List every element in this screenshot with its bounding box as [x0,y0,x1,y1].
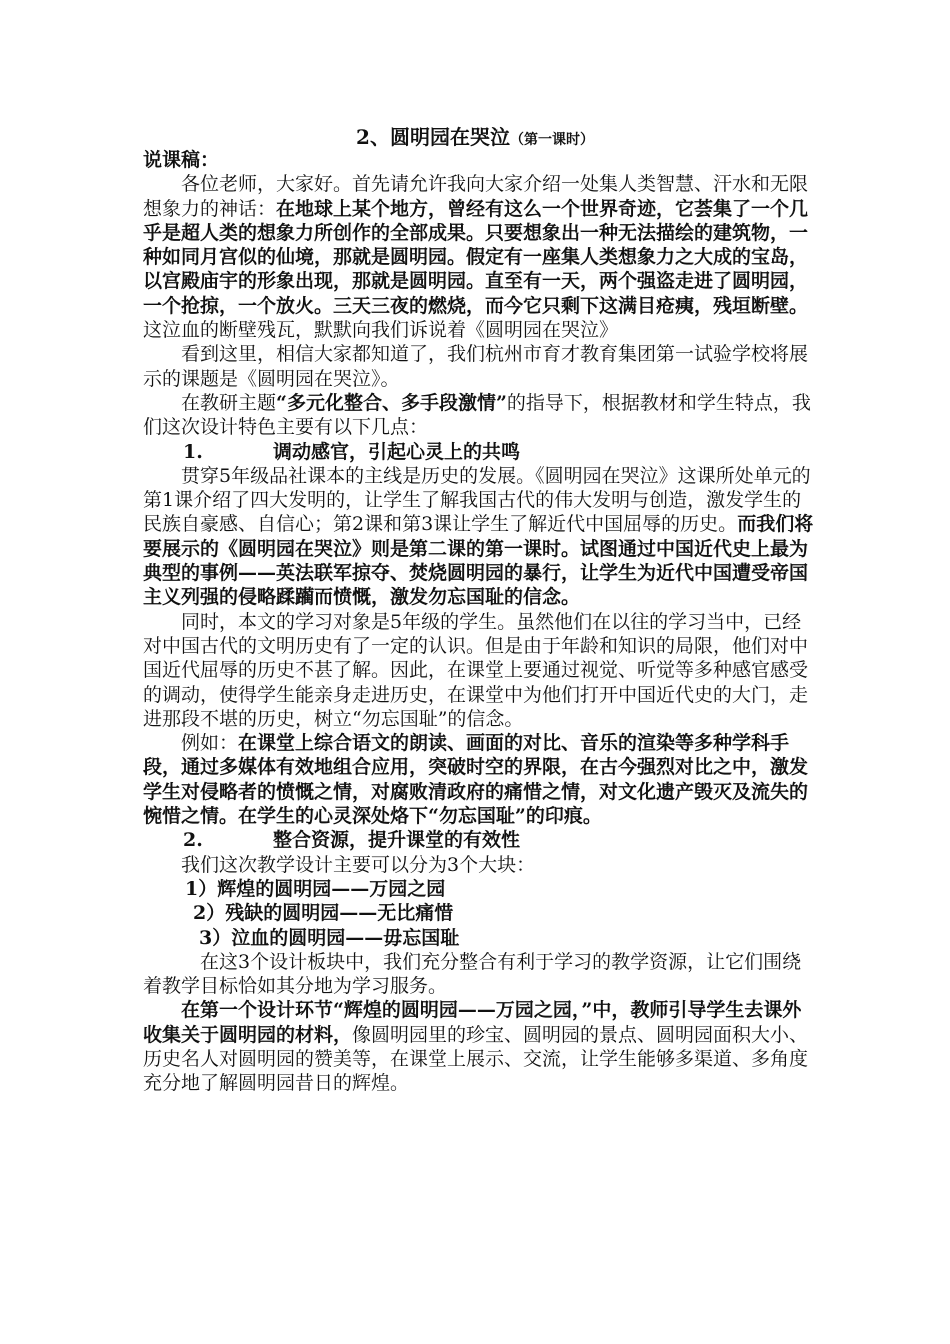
first-section-bold: 在第一个设计环节“辉煌的圆明园——万园之园，”中，教师引导学生去课外收集关于圆明园的材料， [143,999,802,1046]
paragraph-mainline [143,464,818,610]
section-heading-2 [143,828,818,852]
list-item: 2）残缺的圆明园——无比痛惜 [193,902,454,925]
first-section-text: 像圆明园里的珍宝、圆明园的景点、圆明园面积大小、历史名人对圆明园的赞美等，在课堂上展示、交流，让学生能够多渠道、多角度充分地了解圆明园昔日的辉煌。 [143,1023,809,1095]
paragraph-theme [143,391,818,440]
intro-ending: 这泣血的断壁残瓦，默默向我们诉说着《圆明园在哭泣》 [143,319,619,342]
section-heading-1 [143,440,818,464]
section-2-title: 整合资源，提升课堂的有效性 [273,829,521,852]
paragraph-intro [143,172,818,342]
example-bold: 在课堂上综合语文的朗读、画面的对比、音乐的渲染等多种学科手段，通过多媒体有效地组合应用，突破时空的界限，在古今强烈对比之中，激发学生对侵略者的愤慨之情，对腐败清政府的痛惜之情，对文化遗产毁灭及流失的惋惜之情。在学生的心灵深处烙下“勿忘国耻”的印痕。 [143,732,809,828]
intro-quote: 在地球上某个地方，曾经有这么一个世界奇迹，它荟集了一个几乎是超人类的想象力所创作的全部成果。只要想象出一种无法描绘的建筑物，一种如同月宫似的仙境，那就是圆明园。假定有一座集人类想象力之大成的宝岛，以宫殿庙宇的形象出现，那就是圆明园。直至有一天，两个强盗走进了圆明园，一个抢掠，一个放火。三天三夜的燃烧，而今它只剩下这满目疮痍，残垣断壁。 [143,197,809,317]
example-lead: 例如： [181,732,239,755]
intro-text: 各位老师，大家好。首先请允许我向大家介绍一处集人类智慧、汗水和无限想象力的神话： [143,173,809,220]
paragraph-topic: 看到这里，相信大家都知道了，我们杭州市育才教育集团第一试验学校将展示的课题是《圆明园在哭泣》。 [143,343,809,390]
list-item: 1）辉煌的圆明园——万园之园 [185,877,446,900]
paragraph-first-section [143,998,818,1095]
paragraph-students: 同时，本文的学习对象是5年级的学生。虽然他们在以往的学习当中，已经对中国古代的文明历史有了一定的认识。但是由于年龄和知识的局限，他们对中国近代屈辱的历史不甚了解。因此，在课堂上要通过视觉、听觉等多种感官感受的调动，使得学生能亲身走进历史，在课堂中为他们打开中国近代史的大门，走进那段不堪的历史，树立“勿忘国耻”的信念。 [143,610,809,730]
paragraph-blocks: 我们这次教学设计主要可以分为3个大块： [181,853,536,876]
paragraph-resources: 在这3个设计板块中，我们充分整合有利于学习的教学资源，让它们围绕着教学目标恰如其分地为学习服务。 [143,950,802,998]
theme-highlight: “多元化整合、多手段激情” [276,391,507,414]
mainline-bold: 而我们将要展示的《圆明园在哭泣》则是第二课的第一课时。试图通过中国近代史上最为典型的事例——英法联军掠夺、焚烧圆明园的暴行，让学生为近代中国遭受帝国主义列强的侵略蹂躏而愤慨，激发勿忘国耻的信念。 [143,513,814,609]
title-main: 2、圆明园在哭泣 [356,125,510,149]
section-label: 说课稿： [143,149,220,171]
mainline-text: 贯穿5年级品社课本的主线是历史的发展。《圆明园在哭泣》这课所处单元的第1课介绍了四大发明的，让学生了解我国古代的伟大发明与创造，激发学生的民族自豪感、自信心；第2课和第3课让学生了解近代中国屈辱的历史。 [143,464,811,536]
title-subtitle: （第一课时） [509,132,594,148]
paragraph-example [143,731,818,828]
document-body [143,148,818,1096]
section-2-number: 2. [183,829,203,852]
list-item: 3）泣血的圆明园——毋忘国耻 [199,926,460,949]
theme-text-a: 在教研主题 [181,391,277,414]
theme-text-c: 的指导下，根据教材和学生特点，我们这次设计特色主要有以下几点： [143,391,811,439]
section-1-title: 调动感官，引起心灵上的共鸣 [273,440,521,463]
section-1-number: 1. [183,440,203,463]
